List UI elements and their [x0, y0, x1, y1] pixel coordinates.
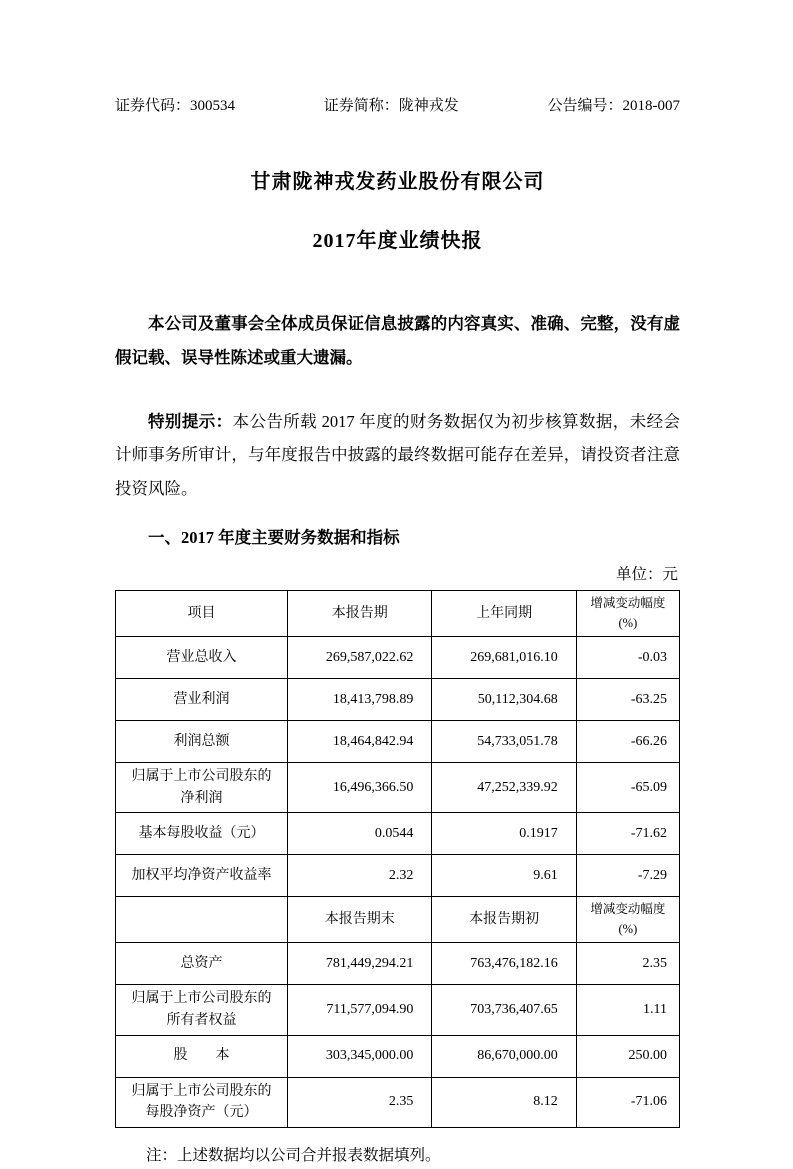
- table-mid-header-row: [116, 897, 680, 943]
- declaration-paragraph: 本公司及董事会全体成员保证信息披露的内容真实、准确、完整，没有虚假记载、误导性陈述或重大遗漏。: [115, 314, 680, 367]
- row-prior-value: 763,476,182.16: [432, 943, 576, 985]
- row-label: 营业总收入: [116, 637, 288, 679]
- table-row: [116, 763, 680, 813]
- table-row: [116, 1035, 680, 1077]
- row-change-value: -0.03: [576, 637, 679, 679]
- table-footnote: 注：上述数据均以公司合并报表数据填列。: [146, 1146, 441, 1164]
- row-current-value: 18,413,798.89: [288, 679, 432, 721]
- table-row: [116, 943, 680, 985]
- row-change-value: -71.62: [576, 813, 679, 855]
- row-current-value: 2.32: [288, 855, 432, 897]
- row-change-value: -71.06: [576, 1077, 679, 1127]
- document-meta-row: [115, 96, 680, 117]
- row-prior-value: 269,681,016.10: [432, 637, 576, 679]
- row-change-value: -7.29: [576, 855, 679, 897]
- row-prior-value: 8.12: [432, 1077, 576, 1127]
- row-current-value: 711,577,094.90: [288, 985, 432, 1035]
- row-prior-value: 86,670,000.00: [432, 1035, 576, 1077]
- stock-abbr: 证券简称：陇神戎发: [323, 98, 459, 114]
- notice-paragraph: [115, 405, 680, 506]
- mid-header-empty: [116, 897, 288, 943]
- row-label: 归属于上市公司股东的净利润: [116, 763, 288, 813]
- row-prior-value: 47,252,339.92: [432, 763, 576, 813]
- table-row: [116, 679, 680, 721]
- row-current-value: 18,464,842.94: [288, 721, 432, 763]
- row-prior-value: 50,112,304.68: [432, 679, 576, 721]
- header-current-period: 本报告期: [288, 591, 432, 637]
- row-current-value: 2.35: [288, 1077, 432, 1127]
- header-prior-period: 上年同期: [432, 591, 576, 637]
- row-label: 总资产: [116, 943, 288, 985]
- row-prior-value: 9.61: [432, 855, 576, 897]
- header-item: 项目: [116, 591, 288, 637]
- table-row: [116, 1077, 680, 1127]
- table-row: [116, 855, 680, 897]
- mid-header-period-start: 本报告期初: [432, 897, 576, 943]
- report-title: 2017年度业绩快报: [312, 230, 483, 252]
- row-label: 加权平均净资产收益率: [116, 855, 288, 897]
- row-current-value: 269,587,022.62: [288, 637, 432, 679]
- row-prior-value: 703,736,407.65: [432, 985, 576, 1035]
- company-title: 甘肃陇神戎发药业股份有限公司: [250, 171, 545, 193]
- row-prior-value: 0.1917: [432, 813, 576, 855]
- table-row: [116, 813, 680, 855]
- stock-code: 证券代码：300534: [115, 98, 236, 114]
- row-prior-value: 54,733,051.78: [432, 721, 576, 763]
- section-heading: 一、2017 年度主要财务数据和指标: [148, 527, 400, 547]
- row-current-value: 0.0544: [288, 813, 432, 855]
- notice-text: 本公告所载 2017 年度的财务数据仅为初步核算数据，未经会计师事务所审计，与年度报告中披露的最终数据可能存在差异，请投资者注意投资风险。: [115, 411, 681, 499]
- mid-header-change: 增减变动幅度(%): [576, 897, 679, 943]
- row-label: 股 本: [116, 1035, 288, 1077]
- row-label: 归属于上市公司股东的每股净资产（元）: [116, 1077, 288, 1127]
- table-header-row: [116, 591, 680, 637]
- header-change: 增减变动幅度(%): [576, 591, 679, 637]
- financial-data-table: [115, 590, 680, 1128]
- row-change-value: -66.26: [576, 721, 679, 763]
- announcement-number: 公告编号：2018-007: [547, 98, 680, 114]
- row-label: 基本每股收益（元）: [116, 813, 288, 855]
- table-row: [116, 637, 680, 679]
- table-row: [116, 985, 680, 1035]
- unit-note: 单位：元: [615, 566, 678, 584]
- row-current-value: 303,345,000.00: [288, 1035, 432, 1077]
- row-label: 归属于上市公司股东的所有者权益: [116, 985, 288, 1035]
- mid-header-period-end: 本报告期末: [288, 897, 432, 943]
- row-change-value: -65.09: [576, 763, 679, 813]
- row-change-value: -63.25: [576, 679, 679, 721]
- row-change-value: 1.11: [576, 985, 679, 1035]
- row-current-value: 16,496,366.50: [288, 763, 432, 813]
- row-label: 利润总额: [116, 721, 288, 763]
- row-change-value: 250.00: [576, 1035, 679, 1077]
- table-row: [116, 721, 680, 763]
- row-label: 营业利润: [116, 679, 288, 721]
- notice-label: 特别提示：: [148, 411, 233, 431]
- row-change-value: 2.35: [576, 943, 679, 985]
- row-current-value: 781,449,294.21: [288, 943, 432, 985]
